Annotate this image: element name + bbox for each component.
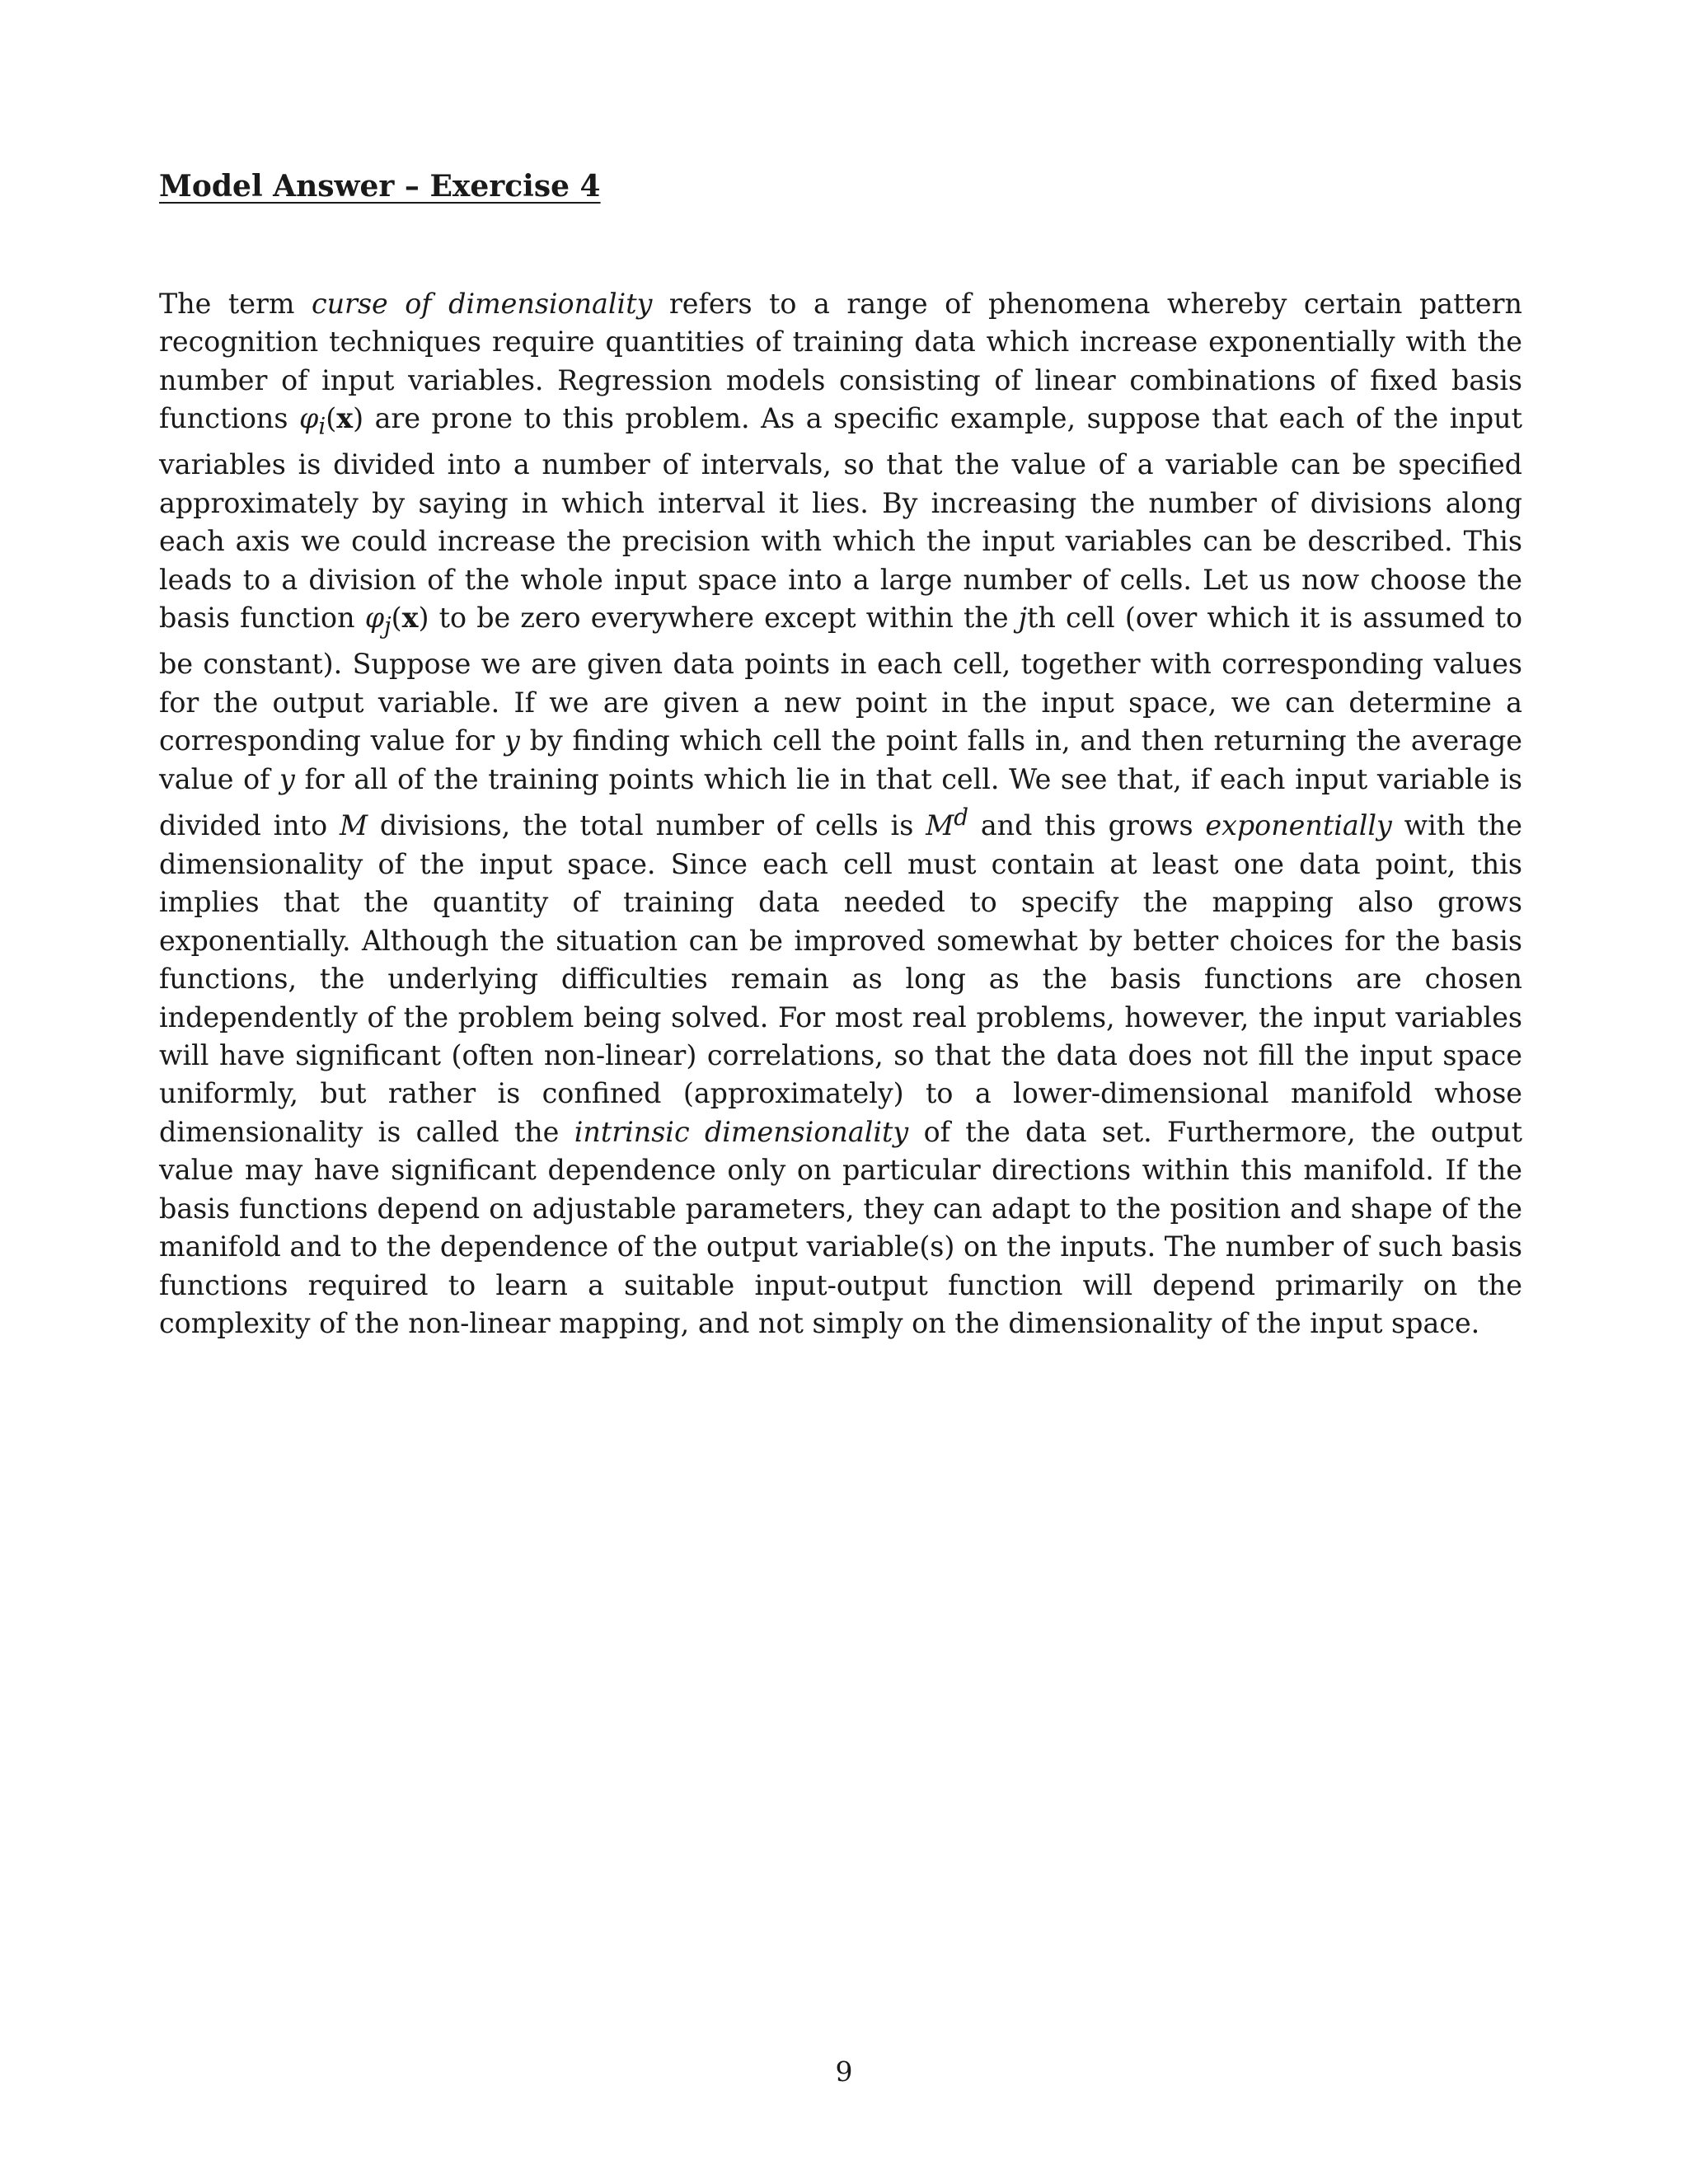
math-variable-y: y: [504, 724, 520, 757]
math-subscript-j: j: [384, 612, 392, 640]
math-M-power-d: [926, 804, 968, 842]
text-run: with the dimensionality of the input space. Since each cell must contain at least one data point, this implies that the quantity of training data needed to specify the mapping also grows exponentially. Although the situation can be improved somewhat by better choices for the basis functions, the underlying difficulties remain as long as the basis functions are chosen independently of the problem being solved. For most real problems, however, the input variables will have significant (often non-linear) correlations, so that the data does not fill the input space uniformly, but rather is confined (approximately) to a lower-dimensional manifold whose dimensionality is called the: [159, 809, 1522, 1148]
math-variable-M: M: [339, 809, 368, 842]
term-intrinsic-dimensionality: intrinsic dimensionality: [574, 1115, 909, 1148]
math-vector-x: x: [401, 602, 419, 635]
text-run: The term: [159, 288, 312, 320]
math-vector-x: x: [336, 402, 354, 435]
text-run: th cell (over which it is assumed to be constant). Suppose we are given data points in each cell, together with corresponding values for the output variable. If we are given a new point in the input space, we can determine a corresponding value for: [159, 602, 1523, 757]
math-variable-M: M: [926, 809, 954, 842]
body-paragraph: [159, 285, 1522, 1343]
text-run: to be zero everywhere except within the: [429, 602, 1019, 635]
term-curse-of-dimensionality: curse of dimensionality: [311, 288, 653, 320]
math-phi-i-of-x: [298, 402, 364, 441]
math-symbol-phi: φ: [298, 402, 319, 435]
page-number: 9: [835, 2055, 853, 2088]
math-symbol-phi: φ: [364, 602, 385, 635]
text-run: for all of the training points which lie in that cell. We see that, if each input variable is divided into: [159, 762, 1523, 842]
text-run: refers to a range of phenomena whereby certain pattern recognition techniques require quantities of training data which increase exponentially with the number of input variables. Regression models consisting of linear combinations of fixed basis functions: [159, 288, 1522, 435]
math-variable-y: y: [279, 762, 295, 795]
math-paren: (: [326, 402, 337, 435]
text-run: of the data set. Furthermore, the output value may have significant dependence only on particular directions within this manifold. If the basis functions depend on adjustable parameters, they can adapt to the position and shape of the manifold and to the dependence of the output variable(s) on the inputs. The number of such basis functions required to learn a suitable input-output function will depend primarily on the complexity of the non-linear mapping, and not simply on the dimensionality of the input space.: [159, 1115, 1522, 1340]
text-run: and this grows: [968, 809, 1206, 842]
math-subscript-i: i: [318, 413, 326, 441]
math-superscript-d: d: [954, 804, 968, 832]
term-exponentially: exponentially: [1205, 809, 1392, 842]
text-run: are prone to this problem. As a specific example, suppose that each of the input variables is divided into a number of intervals, so that the value of a variable can be specified approximately by saying in which interval it lies. By increasing the number of divisions along each axis we could increase the precision with which the input variables can be described. This leads to a division of the whole input space into a large number of cells. Let us now choose the basis function: [159, 402, 1522, 635]
math-paren: (: [391, 602, 402, 635]
math-phi-j-of-x: [364, 602, 429, 640]
section-heading: Model Answer – Exercise 4: [159, 169, 601, 204]
math-paren: ): [418, 602, 429, 635]
math-paren: ): [353, 402, 364, 435]
text-run: by finding which cell the point falls in, and then returning the average value of: [159, 724, 1522, 795]
math-variable-j: j: [1018, 602, 1028, 635]
text-run: divisions, the total number of cells is: [368, 809, 926, 842]
